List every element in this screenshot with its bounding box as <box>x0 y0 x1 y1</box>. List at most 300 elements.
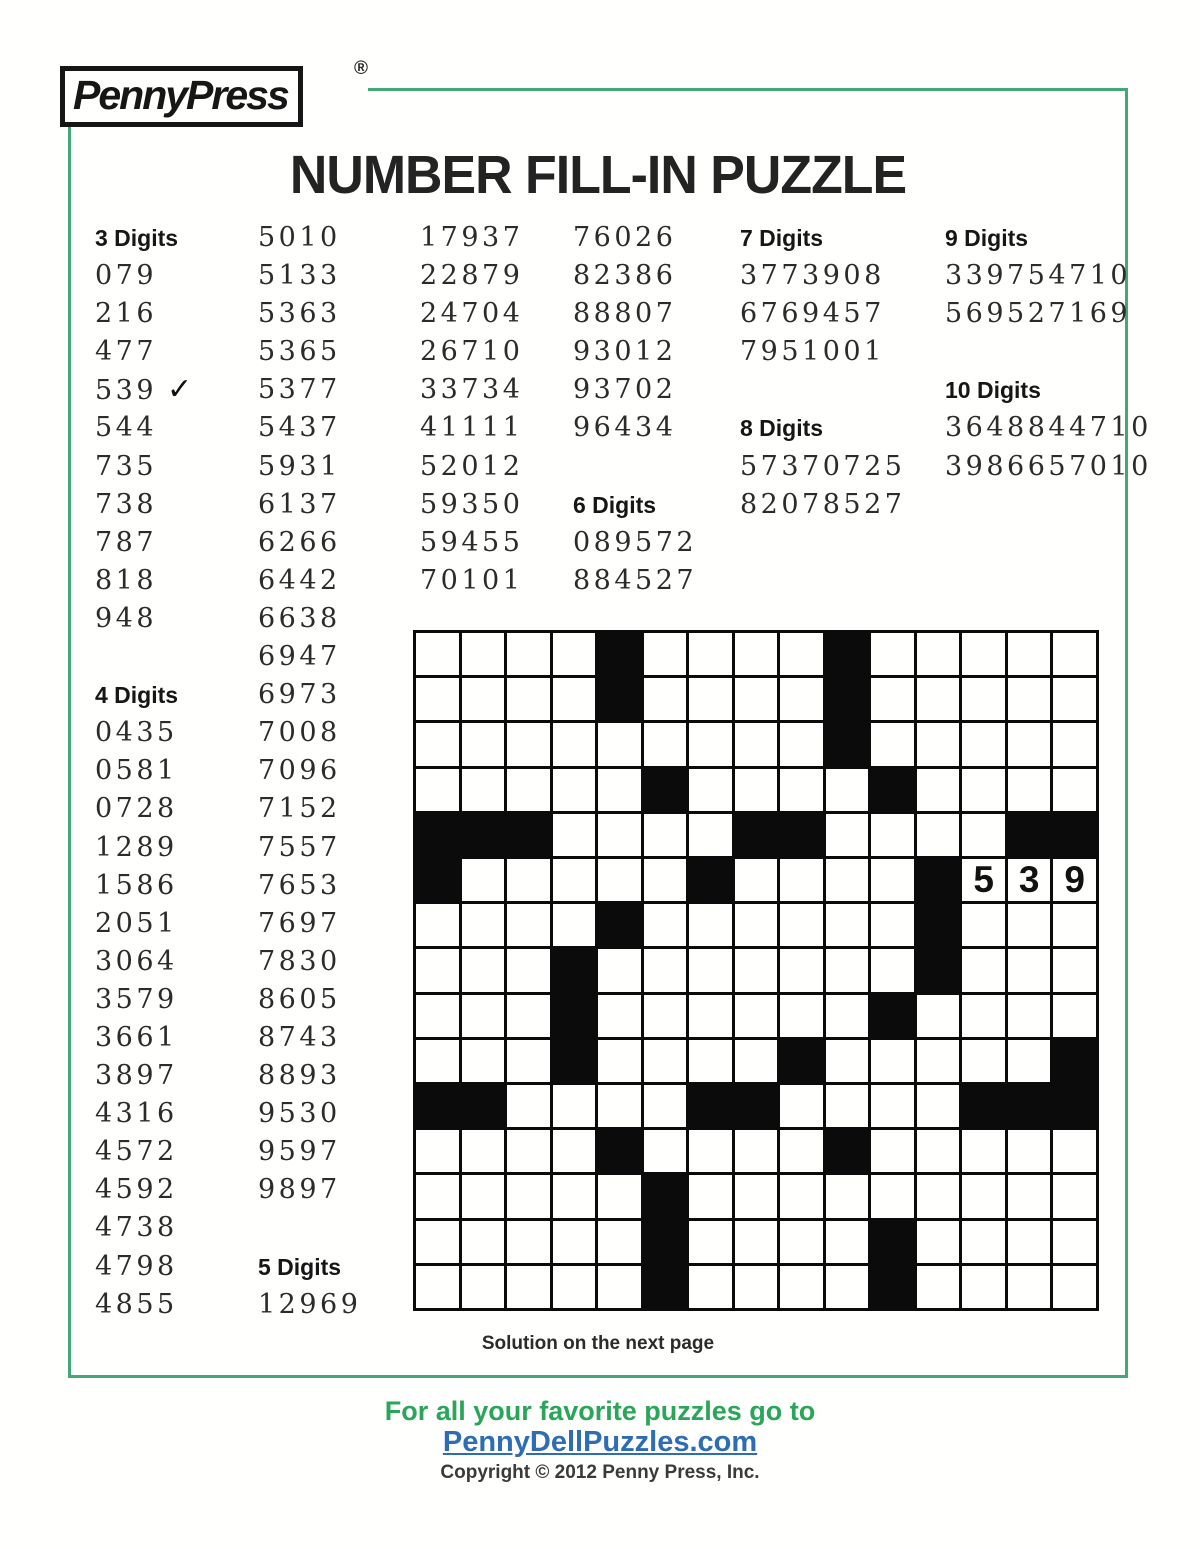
grid-cell <box>962 723 1005 765</box>
grid-cell <box>1053 678 1096 720</box>
grid-cell-black <box>416 859 459 901</box>
grid-cell <box>962 769 1005 811</box>
grid-cell <box>462 1266 505 1308</box>
list-number: 57370725 <box>740 450 906 482</box>
list-number: 477 <box>95 336 158 368</box>
grid-cell <box>780 995 823 1037</box>
list-number: 3579 <box>95 983 178 1015</box>
grid-cell <box>416 1040 459 1082</box>
grid-cell <box>689 904 732 946</box>
grid-cell <box>962 904 1005 946</box>
list-number: 5437 <box>258 412 341 444</box>
grid-cell-black <box>553 995 596 1037</box>
grid-cell <box>553 1221 596 1263</box>
list-number: 4572 <box>95 1136 178 1168</box>
grid-cell <box>826 1175 869 1217</box>
list-number: 5363 <box>258 298 341 330</box>
grid-cell-black <box>780 1040 823 1082</box>
grid-cell <box>780 1175 823 1217</box>
grid-cell <box>962 814 1005 856</box>
grid-cell <box>917 1130 960 1172</box>
list-number: 4855 <box>95 1288 178 1320</box>
grid-cell <box>644 678 687 720</box>
list-number: 1289 <box>95 831 178 863</box>
grid-cell <box>462 949 505 991</box>
grid-cell <box>1008 633 1051 675</box>
grid-cell <box>462 1130 505 1172</box>
grid-cell <box>871 1175 914 1217</box>
grid-cell <box>644 1085 687 1127</box>
grid-cell-black <box>644 1266 687 1308</box>
grid-cell <box>598 1175 641 1217</box>
grid-cell <box>1008 949 1051 991</box>
grid-cell <box>1008 1221 1051 1263</box>
grid-cell <box>689 995 732 1037</box>
grid-cell-black <box>507 814 550 856</box>
digit-group-header: 3 Digits <box>95 225 179 251</box>
footer-copyright: Copyright © 2012 Penny Press, Inc. <box>440 1462 760 1483</box>
list-number: 59455 <box>420 526 524 558</box>
list-number: 3661 <box>95 1021 178 1053</box>
grid-cell <box>507 723 550 765</box>
grid-cell <box>917 633 960 675</box>
grid-cell <box>598 949 641 991</box>
grid-cell <box>735 859 778 901</box>
grid-cell <box>871 678 914 720</box>
list-number: 5365 <box>258 336 341 368</box>
grid-cell <box>507 1085 550 1127</box>
grid-cell-black <box>689 1085 732 1127</box>
grid-cell <box>1053 1130 1096 1172</box>
grid-cell <box>598 1221 641 1263</box>
grid-cell <box>507 859 550 901</box>
list-number: 3897 <box>95 1060 178 1092</box>
list-number: 544 <box>95 412 158 444</box>
grid-cell-black <box>780 814 823 856</box>
digit-group-header: 9 Digits <box>945 225 1029 251</box>
grid-cell <box>735 1040 778 1082</box>
grid-cell-black <box>871 1221 914 1263</box>
grid-cell <box>689 678 732 720</box>
grid-cell-black <box>917 859 960 901</box>
grid-cell <box>689 1040 732 1082</box>
list-number: 3986657010 <box>945 450 1152 482</box>
list-number: 4316 <box>95 1098 178 1130</box>
grid-cell <box>1008 1040 1051 1082</box>
grid-cell <box>735 904 778 946</box>
grid-cell <box>962 1130 1005 1172</box>
grid-cell <box>644 904 687 946</box>
grid-cell <box>780 859 823 901</box>
grid-cell <box>1053 904 1096 946</box>
grid-cell <box>416 769 459 811</box>
list-number: 2051 <box>95 907 178 939</box>
word-list-column <box>740 219 905 524</box>
grid-cell <box>462 1221 505 1263</box>
list-number: 8605 <box>258 983 341 1015</box>
list-number: 6947 <box>258 641 341 673</box>
footer-tagline: For all your favorite puzzles go to <box>384 1396 816 1426</box>
list-number: 216 <box>95 298 158 330</box>
grid-cell <box>507 1175 550 1217</box>
grid-cell-prefilled: 9 <box>1053 859 1096 901</box>
grid-cell <box>871 859 914 901</box>
list-number: 82078527 <box>740 488 906 520</box>
list-number: 948 <box>95 602 158 634</box>
grid-cell <box>917 769 960 811</box>
grid-cell-black <box>1053 814 1096 856</box>
grid-cell <box>780 633 823 675</box>
list-number: 735 <box>95 450 158 482</box>
grid-cell <box>553 723 596 765</box>
list-number: 089572 <box>573 526 698 558</box>
list-number: 7557 <box>258 831 341 863</box>
grid-cell <box>826 995 869 1037</box>
list-number: 6266 <box>258 526 341 558</box>
grid-cell <box>644 995 687 1037</box>
page-title: NUMBER FILL-IN PUZZLE <box>289 145 907 205</box>
grid-cell-black <box>871 995 914 1037</box>
list-number: 70101 <box>420 564 524 596</box>
grid-cell <box>871 949 914 991</box>
list-number: 079 <box>95 260 158 292</box>
checkmark-icon: ✓ <box>167 372 193 408</box>
list-number: 52012 <box>420 450 524 482</box>
grid-cell-black <box>917 949 960 991</box>
grid-cell <box>507 1130 550 1172</box>
grid-cell-black <box>598 1130 641 1172</box>
list-spacer <box>573 448 697 486</box>
logo-text: PennyPress <box>73 72 288 118</box>
list-number: 22879 <box>420 260 524 292</box>
grid-cell <box>644 1040 687 1082</box>
word-list-column <box>945 219 1152 486</box>
grid-cell <box>689 633 732 675</box>
grid-cell <box>917 723 960 765</box>
grid-cell <box>462 1040 505 1082</box>
grid-cell <box>962 1175 1005 1217</box>
grid-cell-black <box>735 814 778 856</box>
list-spacer <box>740 371 905 409</box>
grid-cell <box>507 1040 550 1082</box>
grid-cell <box>735 1221 778 1263</box>
grid-cell <box>689 723 732 765</box>
grid-cell <box>1008 1175 1051 1217</box>
list-number: 93012 <box>573 336 677 368</box>
grid-cell <box>416 678 459 720</box>
grid-cell-black <box>598 678 641 720</box>
grid-cell-black <box>462 1085 505 1127</box>
list-number: 6442 <box>258 564 341 596</box>
list-number: 6137 <box>258 488 341 520</box>
list-spacer <box>258 1209 361 1247</box>
grid-cell <box>689 814 732 856</box>
grid-cell <box>826 904 869 946</box>
grid-cell-black <box>598 633 641 675</box>
grid-cell <box>780 723 823 765</box>
grid-cell <box>962 995 1005 1037</box>
grid-cell <box>689 1130 732 1172</box>
grid-cell <box>871 814 914 856</box>
digit-group-header: 7 Digits <box>740 225 824 251</box>
grid-cell <box>962 678 1005 720</box>
grid-cell-black <box>689 859 732 901</box>
list-number: 9530 <box>258 1098 341 1130</box>
grid-cell-black <box>826 723 869 765</box>
grid-cell <box>416 949 459 991</box>
grid-cell <box>871 1040 914 1082</box>
grid-cell <box>598 995 641 1037</box>
list-number: 5010 <box>258 222 341 253</box>
grid-cell <box>598 769 641 811</box>
grid-cell <box>962 1040 1005 1082</box>
list-number: 93702 <box>573 374 677 406</box>
grid-cell <box>871 633 914 675</box>
grid-cell <box>416 904 459 946</box>
grid-cell <box>1053 633 1096 675</box>
grid-cell <box>780 904 823 946</box>
grid-cell <box>780 769 823 811</box>
grid-cell <box>962 1266 1005 1308</box>
grid-cell <box>1008 723 1051 765</box>
list-number: 787 <box>95 526 158 558</box>
list-number: 569527169 <box>945 298 1132 330</box>
logo <box>56 58 368 122</box>
grid-cell <box>735 995 778 1037</box>
grid-cell <box>1053 769 1096 811</box>
word-list-column <box>258 219 361 1324</box>
list-number: 88807 <box>573 298 677 330</box>
grid-cell <box>962 949 1005 991</box>
list-number: 4798 <box>95 1250 178 1282</box>
grid-cell <box>917 814 960 856</box>
list-number: 5133 <box>258 260 341 292</box>
grid-cell <box>917 1040 960 1082</box>
list-number: 7653 <box>258 869 341 901</box>
grid-cell <box>1008 995 1051 1037</box>
grid-cell-prefilled: 3 <box>1008 859 1051 901</box>
grid-cell <box>644 949 687 991</box>
grid-cell <box>1053 1175 1096 1217</box>
grid-cell <box>689 1266 732 1308</box>
grid-cell <box>462 995 505 1037</box>
list-number: 6638 <box>258 602 341 634</box>
grid-cell <box>598 1040 641 1082</box>
grid-cell-black <box>1008 1085 1051 1127</box>
grid-cell <box>507 1221 550 1263</box>
grid-cell-black <box>553 949 596 991</box>
grid-cell <box>735 723 778 765</box>
grid-cell-black <box>871 1266 914 1308</box>
list-number: 33734 <box>420 374 524 406</box>
list-number: 738 <box>95 488 158 520</box>
grid-cell <box>507 1266 550 1308</box>
list-number: 12969 <box>258 1288 362 1320</box>
digit-group-header: 8 Digits <box>740 415 824 442</box>
grid-cell <box>962 633 1005 675</box>
grid-cell <box>826 1085 869 1127</box>
list-number: 884527 <box>573 564 698 596</box>
grid-cell <box>416 995 459 1037</box>
grid-cell <box>644 633 687 675</box>
grid-cell <box>462 678 505 720</box>
list-number: 4738 <box>95 1212 178 1244</box>
footer-link-row <box>0 1426 1200 1459</box>
grid-cell <box>644 1130 687 1172</box>
grid-cell <box>507 633 550 675</box>
grid-cell <box>871 1130 914 1172</box>
list-number: 4592 <box>95 1174 178 1206</box>
grid-cell <box>462 904 505 946</box>
grid-cell <box>553 769 596 811</box>
grid-cell <box>735 949 778 991</box>
word-list-column <box>420 219 523 600</box>
grid-cell-black <box>826 1130 869 1172</box>
word-list-column <box>573 219 697 600</box>
grid-cell <box>1008 1130 1051 1172</box>
list-number: 3648844710 <box>945 412 1152 444</box>
grid-cell-black <box>644 1221 687 1263</box>
grid-cell <box>1008 769 1051 811</box>
grid-cell <box>689 1221 732 1263</box>
grid-cell <box>1008 678 1051 720</box>
grid-cell <box>598 1085 641 1127</box>
grid-cell <box>735 1175 778 1217</box>
grid-cell <box>598 1266 641 1308</box>
list-spacer <box>945 333 1152 371</box>
grid-cell <box>917 1085 960 1127</box>
grid-cell-black <box>917 904 960 946</box>
list-number: 6769457 <box>740 298 885 330</box>
grid-cell <box>553 814 596 856</box>
grid-cell-black <box>598 904 641 946</box>
grid-cell <box>826 814 869 856</box>
grid-cell <box>1053 995 1096 1037</box>
grid-cell <box>1053 1221 1096 1263</box>
grid-cell <box>553 859 596 901</box>
grid-cell <box>871 723 914 765</box>
grid-cell-black <box>644 1175 687 1217</box>
grid-cell-black <box>1053 1040 1096 1082</box>
list-number: 0728 <box>95 793 178 825</box>
list-number: 1586 <box>95 869 178 901</box>
list-number: 82386 <box>573 260 677 292</box>
grid-cell <box>917 678 960 720</box>
registered-trademark-icon: ® <box>354 58 368 79</box>
grid-cell-black <box>735 1085 778 1127</box>
grid-cell <box>507 769 550 811</box>
grid-cell <box>598 723 641 765</box>
grid-cell-black <box>416 1085 459 1127</box>
digit-group-header: 5 Digits <box>258 1253 342 1280</box>
list-number: 818 <box>95 564 158 596</box>
grid-cell <box>780 1266 823 1308</box>
grid-cell <box>780 949 823 991</box>
grid-cell <box>917 1175 960 1217</box>
grid-cell <box>871 1085 914 1127</box>
grid-cell <box>780 1130 823 1172</box>
list-number: 0581 <box>95 755 178 787</box>
grid-cell-black <box>871 769 914 811</box>
grid-cell <box>962 1221 1005 1263</box>
list-number: 24704 <box>420 298 524 330</box>
grid-cell <box>644 859 687 901</box>
list-number: 5931 <box>258 450 341 482</box>
grid-cell-black <box>416 814 459 856</box>
grid-cell <box>917 1221 960 1263</box>
solution-note: Solution on the next page <box>481 1333 715 1354</box>
grid-cell-black <box>826 678 869 720</box>
grid-cell-black <box>826 633 869 675</box>
grid-cell <box>689 769 732 811</box>
grid-cell <box>416 1175 459 1217</box>
list-number: 96434 <box>573 412 677 444</box>
list-number: 9897 <box>258 1174 341 1206</box>
list-number: 7008 <box>258 717 341 749</box>
grid-cell <box>644 723 687 765</box>
grid-cell <box>871 904 914 946</box>
grid-cell-black <box>1008 814 1051 856</box>
list-number: 3064 <box>95 945 178 977</box>
grid-cell-black <box>962 1085 1005 1127</box>
grid-cell <box>735 633 778 675</box>
grid-cell <box>553 1085 596 1127</box>
grid-cell <box>416 1266 459 1308</box>
grid-cell <box>553 1266 596 1308</box>
list-spacer <box>95 638 192 676</box>
grid-cell <box>826 1040 869 1082</box>
list-number: 7096 <box>258 755 341 787</box>
puzzle-grid <box>413 630 1099 1311</box>
grid-cell-black <box>644 769 687 811</box>
grid-cell <box>1053 723 1096 765</box>
grid-cell <box>689 1175 732 1217</box>
grid-cell <box>507 904 550 946</box>
grid-cell <box>507 995 550 1037</box>
grid-cell <box>462 769 505 811</box>
grid-cell <box>689 949 732 991</box>
grid-cell <box>553 904 596 946</box>
grid-cell-black <box>553 1040 596 1082</box>
grid-cell <box>826 949 869 991</box>
list-number: 539 ✓ <box>95 372 193 408</box>
grid-cell <box>1008 904 1051 946</box>
grid-cell <box>735 1130 778 1172</box>
list-number: 41111 <box>420 412 524 444</box>
list-number: 76026 <box>573 222 677 253</box>
list-number: 8743 <box>258 1021 341 1053</box>
digit-group-header: 4 Digits <box>95 682 179 709</box>
footer-link[interactable]: PennyDellPuzzles.com <box>442 1426 758 1458</box>
list-number: 7697 <box>258 907 341 939</box>
grid-cell <box>917 995 960 1037</box>
grid-cell-black <box>462 814 505 856</box>
list-number: 339754710 <box>945 260 1132 292</box>
grid-cell-prefilled: 5 <box>962 859 1005 901</box>
list-number: 17937 <box>420 222 524 253</box>
grid-cell <box>780 678 823 720</box>
list-number: 8893 <box>258 1060 341 1092</box>
list-number: 26710 <box>420 336 524 368</box>
digit-group-header: 10 Digits <box>945 377 1041 404</box>
grid-cell <box>826 1221 869 1263</box>
grid-cell <box>780 1221 823 1263</box>
list-number: 7830 <box>258 945 341 977</box>
grid-cell <box>917 1266 960 1308</box>
grid-cell <box>826 1266 869 1308</box>
grid-cell <box>553 678 596 720</box>
grid-cell <box>416 633 459 675</box>
